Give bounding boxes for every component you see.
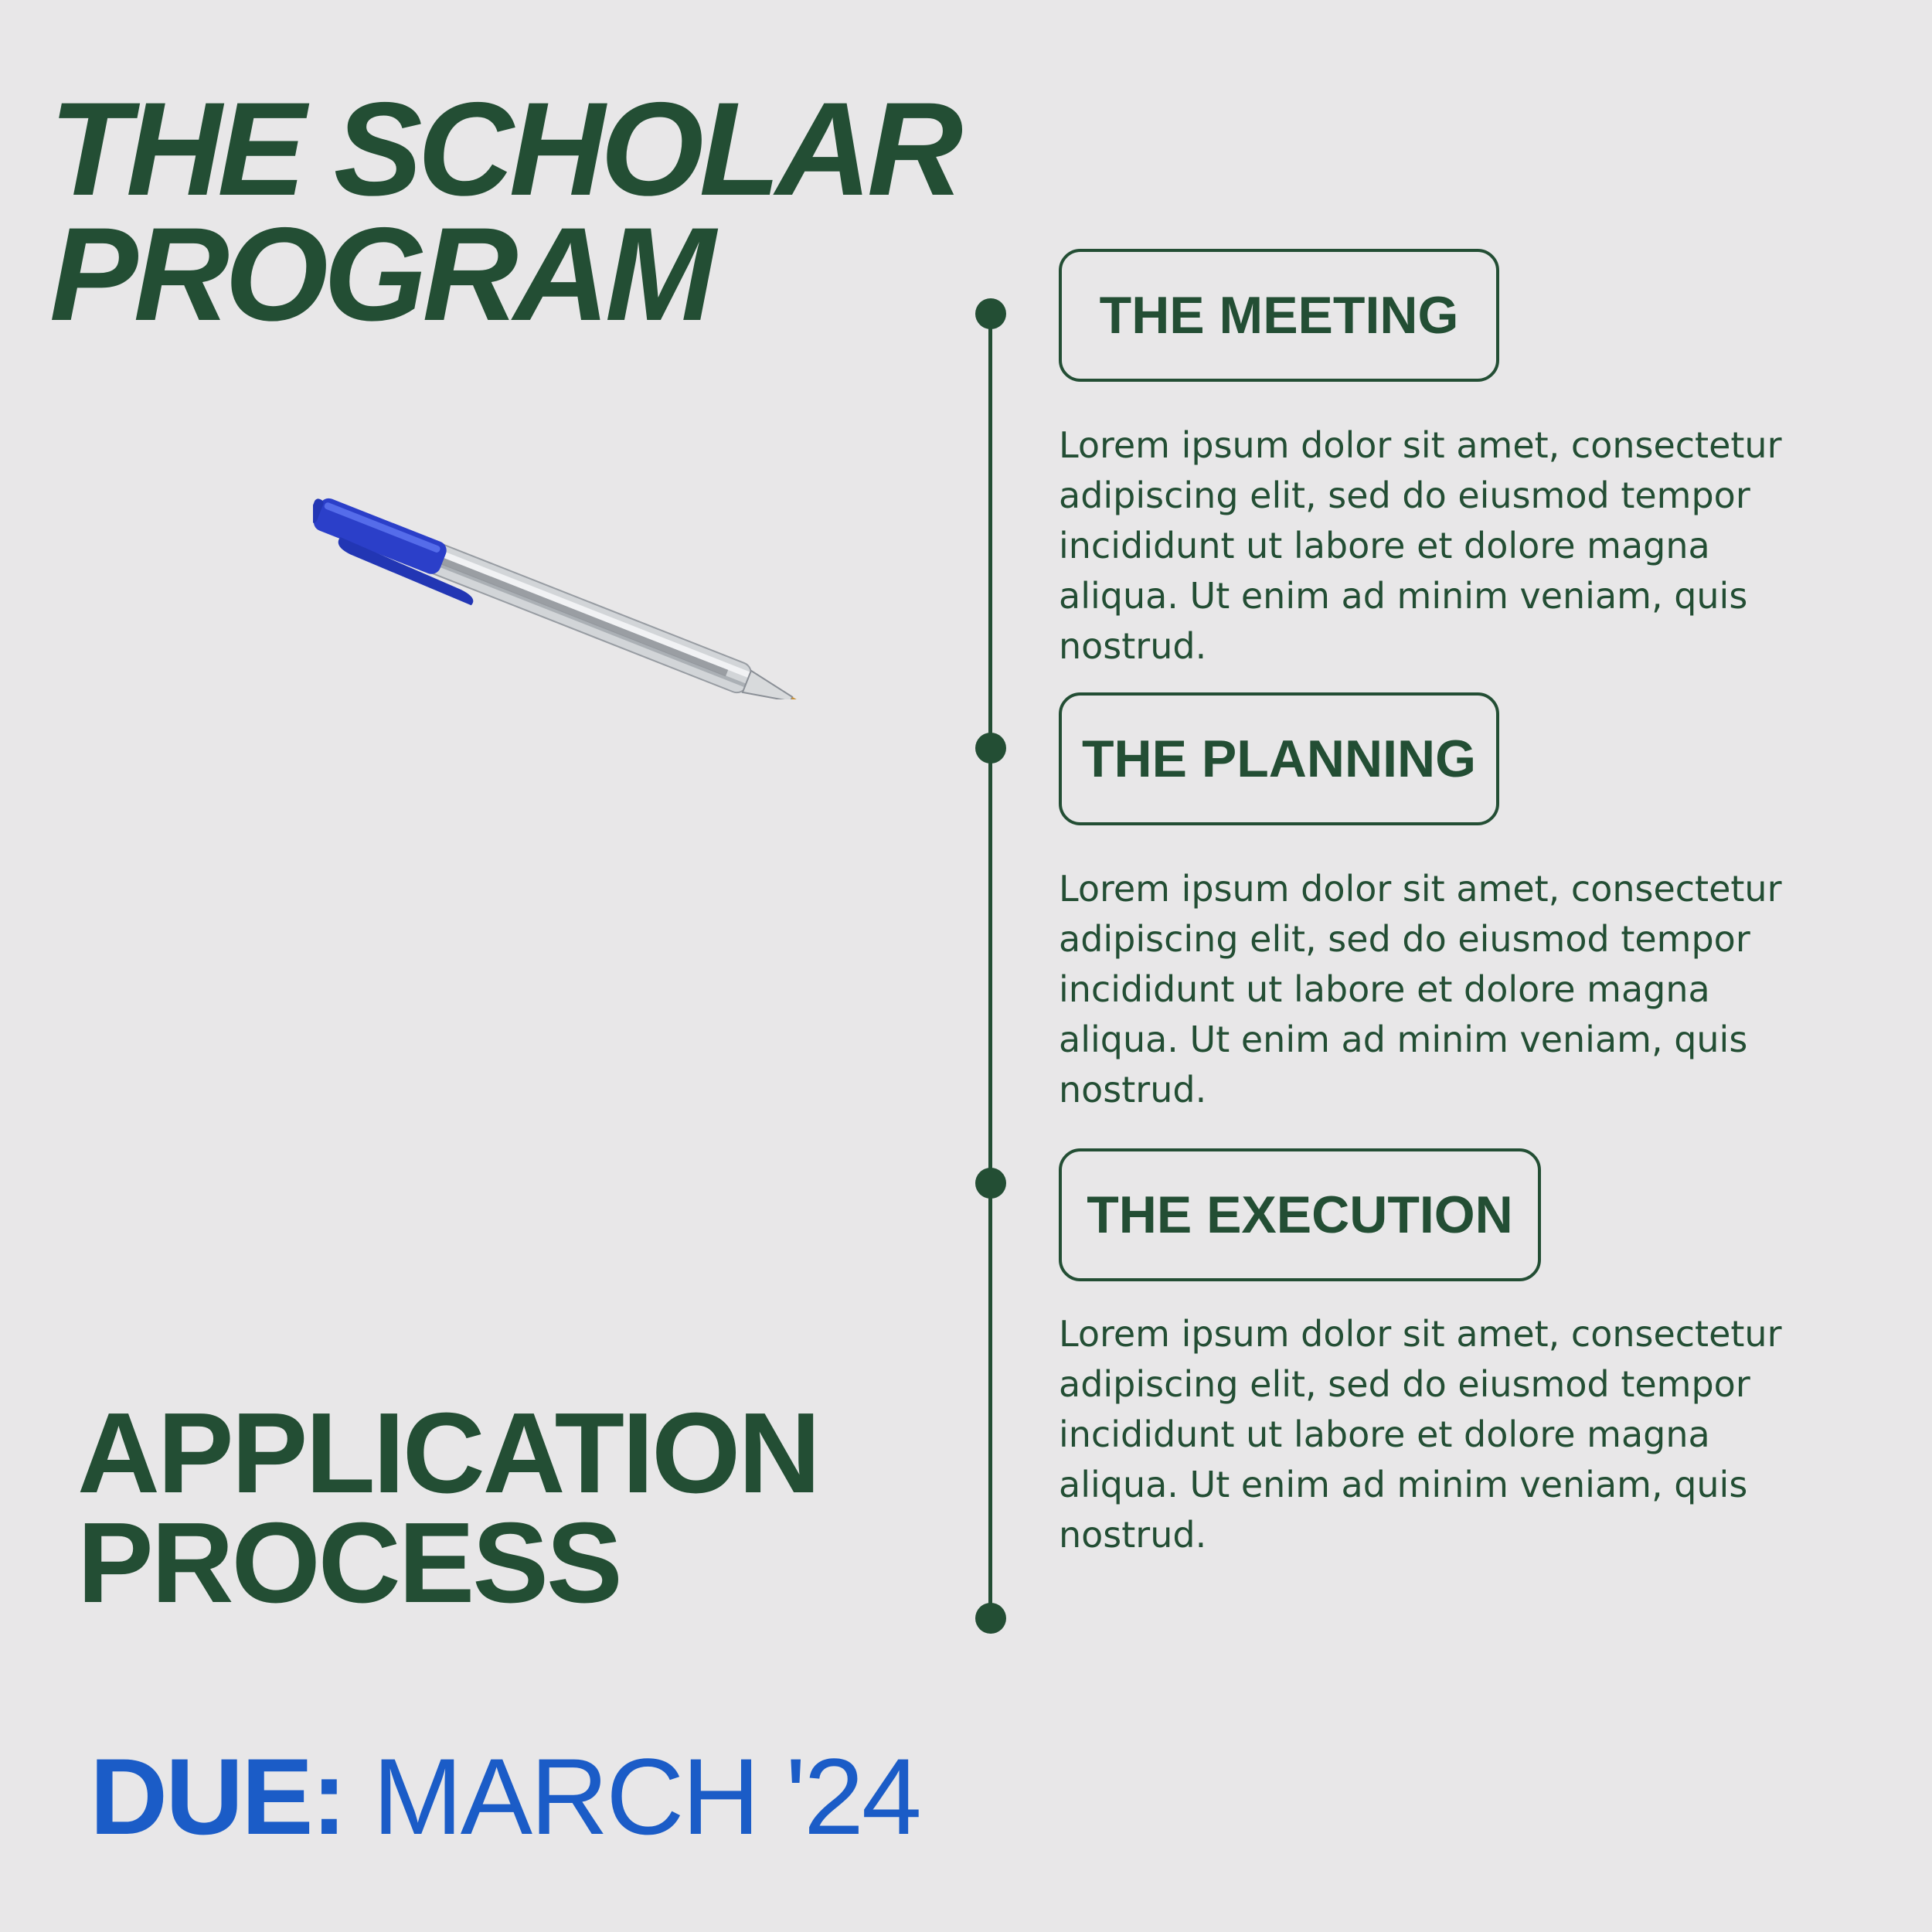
application-process-heading (77, 1389, 819, 1627)
due-date: MARCH '24 (372, 1736, 920, 1857)
step-title-meeting: THE MEETING (1059, 249, 1499, 382)
step-description-meeting: Lorem ipsum dolor sit amet, consectetur adipiscing elit, sed do eiusmod tempor incididunt ut labore et dolore magna aliqua. Ut enim ad minim veniam, quis nostrud. (1059, 424, 1782, 667)
timeline-dot (975, 733, 1006, 764)
step-description-planning: Lorem ipsum dolor sit amet, consectetur adipiscing elit, sed do eiusmod tempor incididunt ut labore et dolore magna aliqua. Ut enim ad minim veniam, quis nostrud. (1059, 868, 1782, 1111)
timeline-line (988, 313, 992, 1619)
ballpoint-pen-icon (313, 468, 838, 699)
step-description-execution: Lorem ipsum dolor sit amet, consectetur adipiscing elit, sed do eiusmod tempor incididunt ut labore et dolore magna aliqua. Ut enim ad minim veniam, quis nostrud. (1059, 1313, 1782, 1556)
timeline-dot (975, 298, 1006, 329)
step-title-planning: THE PLANNING (1059, 692, 1499, 825)
timeline-dot (975, 1168, 1006, 1199)
application-process-line-1: APPLICATION (77, 1389, 819, 1517)
due-date-line (90, 1736, 920, 1857)
application-process-line-2: PROCESS (77, 1499, 621, 1627)
due-label: DUE: (90, 1736, 345, 1857)
step-title-execution: THE EXECUTION (1059, 1148, 1541, 1281)
program-title-line-2: PROGRAM (49, 200, 712, 349)
timeline-dot (975, 1603, 1006, 1634)
program-title-line-1: THE SCHOLAR (49, 75, 959, 223)
program-title (49, 75, 959, 349)
